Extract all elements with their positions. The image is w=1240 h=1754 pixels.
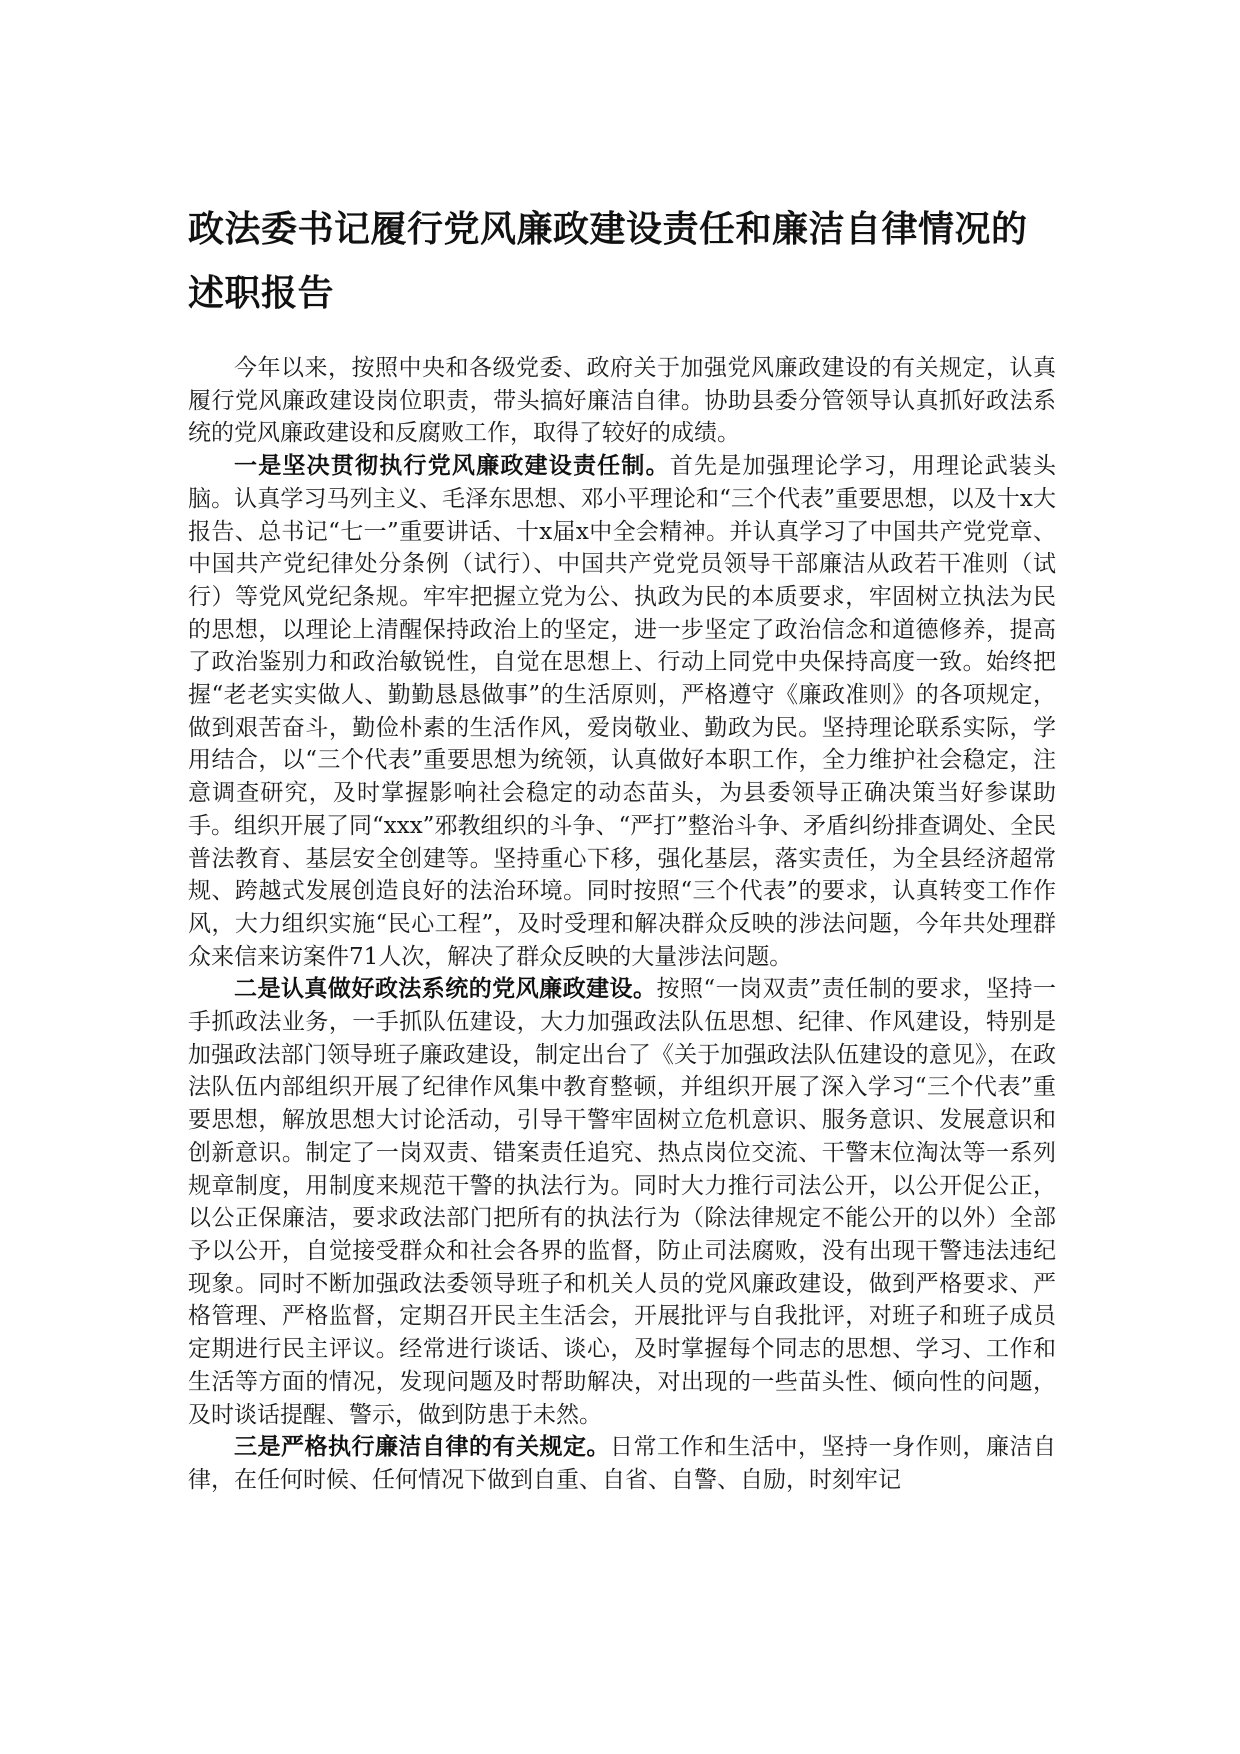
document-body xyxy=(188,352,1056,1497)
paragraph-section-2 xyxy=(188,973,1056,1431)
document-page xyxy=(188,198,1056,1497)
paragraph-intro xyxy=(188,352,1056,450)
document-title: 政法委书记履行党风廉政建设责任和廉洁自律情况的述职报告 xyxy=(188,209,1028,314)
paragraph-section-1 xyxy=(188,450,1056,973)
paragraph-text: 按照“一岗双责”责任制的要求，坚持一手抓政法业务，一手抓队伍建设，大力加强政法队伍思想、纪律、作风建设，特别是加强政法部门领导班子廉政建设，制定出台了《关于加强政法队伍建设的意见》，在政法队伍内部组织开展了纪律作风集中教育整顿，并组织开展了深入学习“三个代表”重要思想，解放思想大讨论活动，引导干警牢固树立危机意识、服务意识、发展意识和创新意识。制定了一岗双责、错案责任追究、热点岗位交流、干警末位淘汰等一系列规章制度，用制度来规范干警的执法行为。同时大力推行司法公开，以公开促公正，以公正保廉洁，要求政法部门把所有的执法行为（除法律规定不能公开的以外）全部予以公开，自觉接受群众和社会各界的监督，防止司法腐败，没有出现干警违法违纪现象。同时不断加强政法委领导班子和机关人员的党风廉政建设，做到严格要求、严格管理、严格监督，定期召开民主生活会，开展批评与自我批评，对班子和班子成员定期进行民主评议。经常进行谈话、谈心，及时掌握每个同志的思想、学习、工作和生活等方面的情况，发现问题及时帮助解决，对出现的一些苗头性、倾向性的问题，及时谈话提醒、警示，做到防患于未然。 xyxy=(188,976,1057,1428)
paragraph-lead: 一是坚决贯彻执行党风廉政建设责任制。 xyxy=(234,453,670,480)
paragraph-text: 日常工作和生活中，坚持一身作则，廉洁自律，在任何时候、任何情况下做到自重、自省、自警、自励，时刻牢记 xyxy=(188,1434,1056,1493)
paragraph-text: 今年以来，按照中央和各级党委、政府关于加强党风廉政建设的有关规定，认真履行党风廉政建设岗位职责，带头搞好廉洁自律。协助县委分管领导认真抓好政法系统的党风廉政建设和反腐败工作，取得了较好的成绩。 xyxy=(188,355,1056,447)
paragraph-lead: 三是严格执行廉洁自律的有关规定。 xyxy=(234,1434,610,1461)
paragraph-text: 首先是加强理论学习，用理论武装头脑。认真学习马列主义、毛泽东思想、邓小平理论和“三个代表”重要思想，以及十x大报告、总书记“七一”重要讲话、十x届x中全会精神。并认真学习了中国共产党党章、中国共产党纪律处分条例（试行）、中国共产党党员领导干部廉洁从政若干准则（试行）等党风党纪条规。牢牢把握立党为公、执政为民的本质要求，牢固树立执法为民的思想，以理论上清醒保持政治上的坚定，进一步坚定了政治信念和道德修养，提高了政治鉴别力和政治敏锐性，自觉在思想上、行动上同党中央保持高度一致。始终把握“老老实实做人、勤勤恳恳做事”的生活原则，严格遵守《廉政准则》的各项规定，做到艰苦奋斗，勤俭朴素的生活作风，爱岗敬业、勤政为民。坚持理论联系实际，学用结合，以“三个代表”重要思想为统领，认真做好本职工作，全力维护社会稳定，注意调查研究，及时掌握影响社会稳定的动态苗头，为县委领导正确决策当好参谋助手。组织开展了同“xxx”邪教组织的斗争、“严打”整治斗争、矛盾纠纷排查调处、全民普法教育、基层安全创建等。坚持重心下移，强化基层，落实责任，为全县经济超常规、跨越式发展创造良好的法治环境。同时按照“三个代表”的要求，认真转变工作作风，大力组织实施“民心工程”，及时受理和解决群众反映的涉法问题，今年共处理群众来信来访案件71人次，解决了群众反映的大量涉法问题。 xyxy=(188,453,1057,970)
paragraph-lead: 二是认真做好政法系统的党风廉政建设。 xyxy=(234,976,657,1003)
paragraph-section-3 xyxy=(188,1431,1056,1496)
